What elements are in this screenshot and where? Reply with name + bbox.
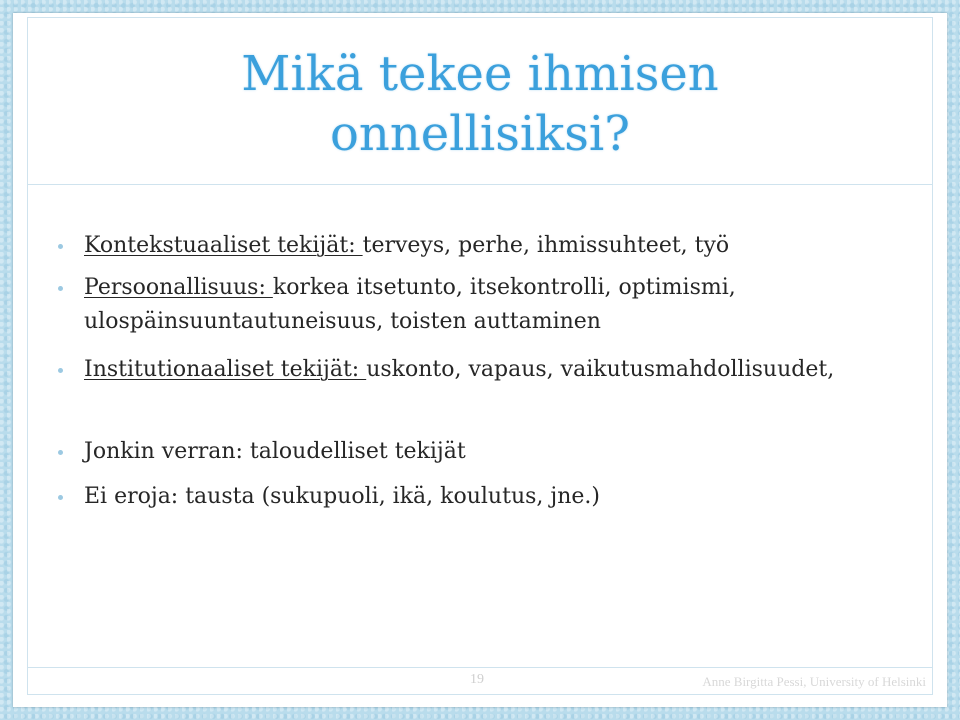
bullet-label: Kontekstuaaliset tekijät: — [84, 233, 363, 258]
bullet-item — [84, 271, 944, 339]
bullet-dot-icon — [58, 495, 63, 500]
bullet-label: Persoonallisuus: — [84, 275, 273, 300]
bullet-dot-icon — [58, 368, 63, 373]
bullet-dot-icon — [58, 286, 63, 291]
bullet-dot-icon — [58, 244, 63, 249]
bullet-text: korkea itsetunto, itsekontrolli, optimismi, — [272, 275, 736, 300]
title-line-1: Mikä tekee ihmisen — [241, 46, 719, 102]
bullet-item — [84, 229, 944, 263]
bullet-text: uskonto, vapaus, vaikutusmahdollisuudet, — [366, 357, 835, 382]
bullet-text: Jonkin verran: taloudelliset tekijät — [84, 439, 466, 464]
bullet-text: Ei eroja: tausta (sukupuoli, ikä, koulutus, jne.) — [84, 484, 600, 509]
slide-footer — [27, 667, 933, 695]
bullet-dot-icon — [58, 450, 63, 455]
page-number: 19 — [470, 672, 484, 687]
title-placeholder — [27, 17, 933, 185]
slide — [13, 13, 947, 707]
bullet-text: terveys, perhe, ihmissuhteet, työ — [362, 233, 730, 258]
bullet-item — [84, 435, 944, 469]
bullet-label: Institutionaaliset tekijät: — [84, 357, 367, 382]
content-placeholder — [27, 185, 933, 667]
footer-author: Anne Birgitta Pessi, University of Helsinki — [702, 674, 926, 689]
title-line-2: onnellisiksi? — [330, 106, 630, 162]
bullet-text-continued: ulospäinsuuntautuneisuus, toisten auttaminen — [84, 309, 601, 334]
slide-title — [28, 44, 932, 164]
bullet-item — [84, 480, 944, 514]
bullet-item — [84, 353, 944, 387]
